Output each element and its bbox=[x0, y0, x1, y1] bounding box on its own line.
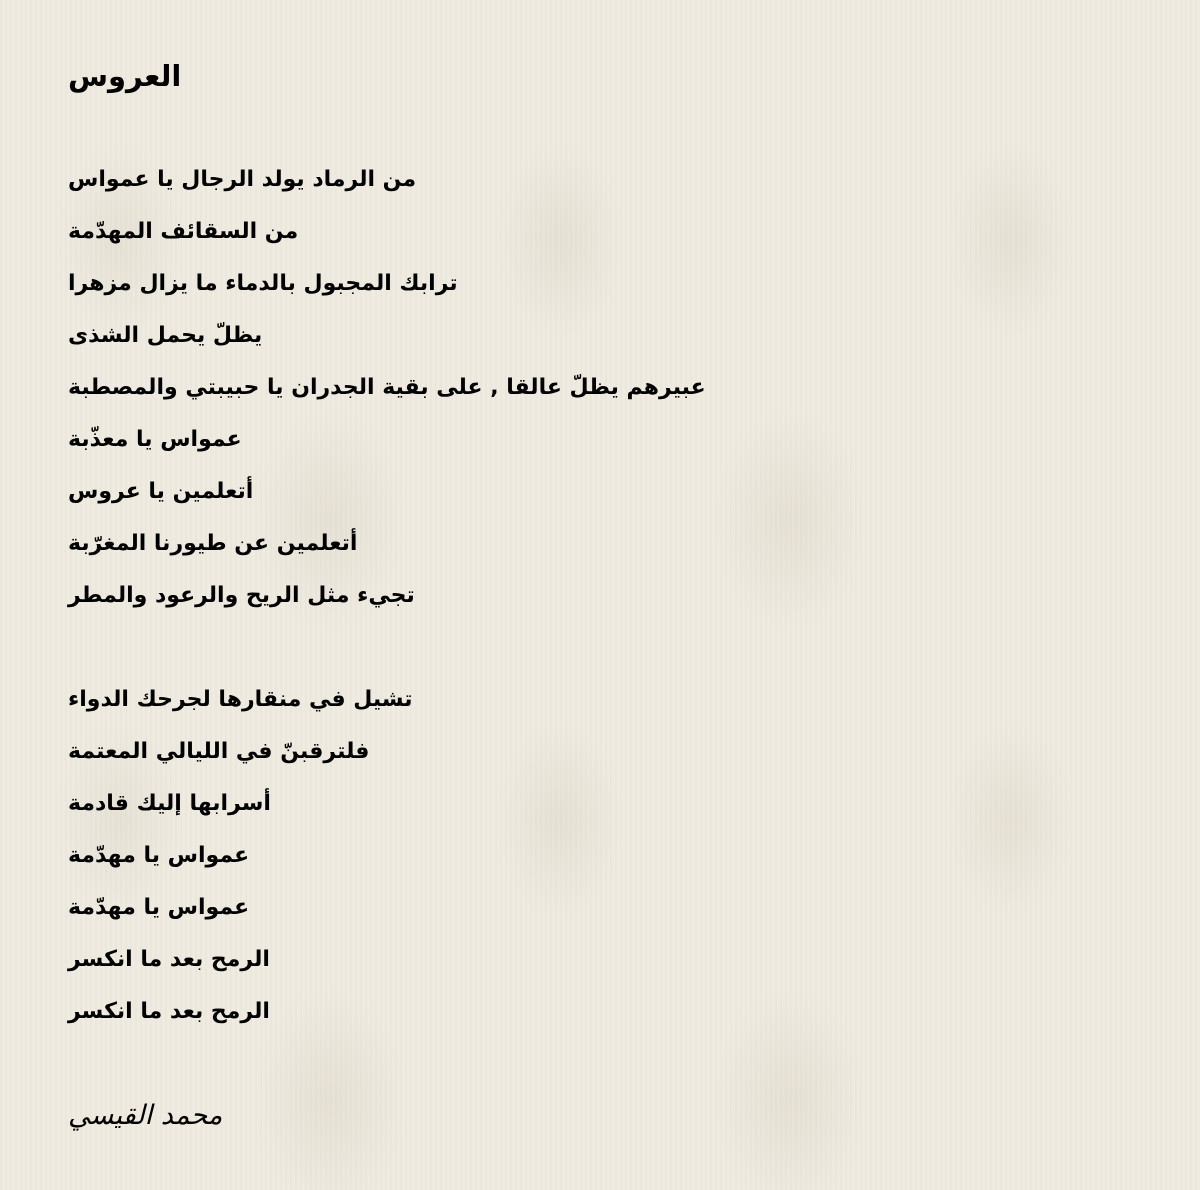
poem-line-text: عمواس يا مهدّمة bbox=[68, 843, 250, 868]
poem-line-text: يظلّ يحمل الشذى bbox=[68, 323, 263, 348]
poem-author: محمد القيسي bbox=[68, 1100, 223, 1131]
poem-line bbox=[68, 570, 768, 622]
poem-line-text: أسرابها إليك قادمة bbox=[68, 791, 271, 816]
stanza-1 bbox=[68, 154, 768, 622]
author-row bbox=[68, 1090, 768, 1142]
poem-line bbox=[68, 726, 768, 778]
poem-line-text: أتعلمين عن طيورنا المغرّبة bbox=[68, 531, 358, 556]
stanza-spacer bbox=[68, 622, 768, 674]
poem-line-text: من الرماد يولد الرجال يا عمواس bbox=[68, 167, 417, 192]
poem-line bbox=[68, 154, 768, 206]
poem-line bbox=[68, 362, 768, 414]
poem-line bbox=[68, 830, 768, 882]
title-row bbox=[68, 50, 768, 102]
poem-line bbox=[68, 518, 768, 570]
stanza-2 bbox=[68, 674, 768, 1038]
poem-line bbox=[68, 674, 768, 726]
title-spacer bbox=[68, 102, 768, 154]
poem-line-text: فلترقبنّ في الليالي المعتمة bbox=[68, 739, 370, 764]
poem-line-text: من السقائف المهدّمة bbox=[68, 219, 299, 244]
poem-line bbox=[68, 986, 768, 1038]
poem-line-text: تجيء مثل الريح والرعود والمطر bbox=[68, 583, 415, 608]
poem-line-text: ترابك المجبول بالدماء ما يزال مزهرا bbox=[68, 271, 458, 296]
poem-line-text: عبيرهم يظلّ عالقا , على بقية الجدران يا حبيبتي والمصطبة bbox=[68, 375, 706, 400]
poem-line bbox=[68, 466, 768, 518]
poem-line bbox=[68, 414, 768, 466]
poem-line bbox=[68, 778, 768, 830]
poem-line bbox=[68, 206, 768, 258]
poem-line-text: تشيل في منقارها لجرحك الدواء bbox=[68, 687, 413, 712]
poem-line-text: عمواس يا مهدّمة bbox=[68, 895, 250, 920]
poem-line bbox=[68, 310, 768, 362]
poem-line bbox=[68, 934, 768, 986]
poem-page bbox=[68, 50, 768, 1142]
poem-line bbox=[68, 258, 768, 310]
poem-line bbox=[68, 882, 768, 934]
poem-line-text: عمواس يا معذّبة bbox=[68, 427, 242, 452]
poem-line-text: الرمح بعد ما انكسر bbox=[68, 947, 270, 972]
poem-title: العروس bbox=[68, 59, 182, 93]
poem-line-text: أتعلمين يا عروس bbox=[68, 479, 254, 504]
poem-line-text: الرمح بعد ما انكسر bbox=[68, 999, 270, 1024]
